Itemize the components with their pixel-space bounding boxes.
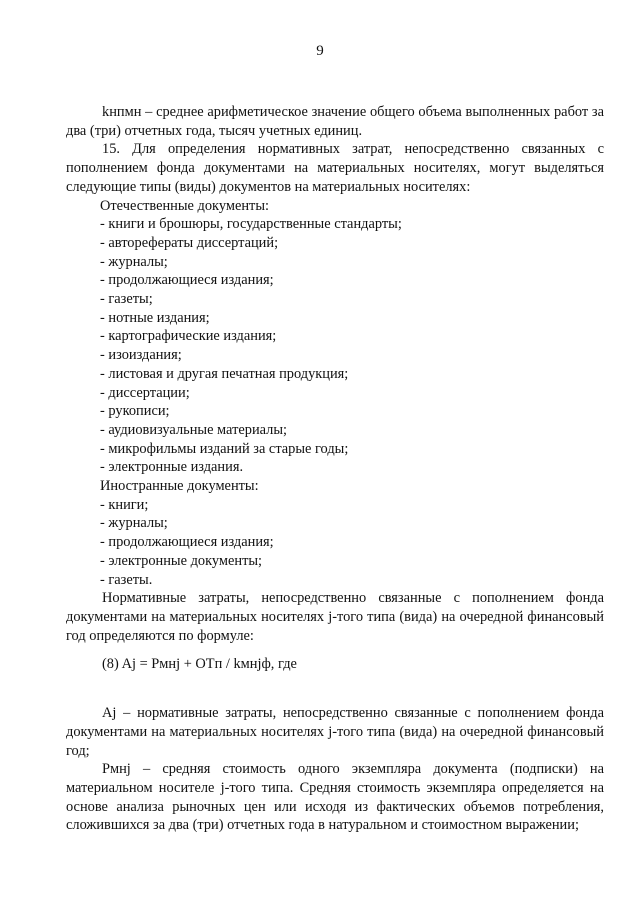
list-item: - электронные издания. [100, 459, 244, 476]
pmnj-definition: Pмнj – средняя стоимость одного экземпляра документа (подписки) на материальном носителе j-того типа. Средняя стоимость экземпляра определяется на основе анализа рыночных цен или исходя из фактических объемов потребления, сложившихся за два (три) отчетных года в натуральном и стоимостном выражении; [66, 761, 604, 834]
page-number: 9 [316, 43, 324, 59]
list-item: - книги; [100, 496, 149, 513]
aj-definition: Aj – нормативные затраты, непосредственно связанные с пополнением фонда документами на материальных носителях j-того типа (вида) на очередной финансовый год; [66, 705, 604, 759]
foreign-documents-heading: Иностранные документы: [100, 478, 259, 495]
list-item: - электронные документы; [100, 552, 263, 569]
list-item: - газеты; [100, 291, 153, 308]
list-item: - рукописи; [100, 403, 170, 420]
list-item: - аудиовизуальные материалы; [100, 421, 288, 438]
list-item: - газеты. [100, 571, 153, 588]
list-item: - листовая и другая печатная продукция; [100, 365, 349, 382]
paragraph-15: 15. Для определения нормативных затрат, непосредственно связанных с пополнением фонда документами на материальных носителях, могут выделяться следующие типы (виды) документов на материальных носителях: [66, 141, 604, 195]
domestic-documents-heading: Отечественные документы: [100, 197, 269, 214]
list-item: - журналы; [100, 515, 168, 532]
formula: (8) Aj = Pмнj + OTп / kмнjф, где [102, 656, 297, 673]
list-item: - изоиздания; [100, 347, 182, 364]
list-item: - нотные издания; [100, 309, 210, 326]
list-item: - микрофильмы изданий за старые годы; [100, 440, 349, 457]
list-item: - диссертации; [100, 384, 190, 401]
list-item: - журналы; [100, 253, 168, 270]
kpmn-definition: kнпмн – среднее арифметическое значение общего объема выполненных работ за два (три) отчетных года, тысяч учетных единиц. [66, 104, 604, 139]
document-body [66, 103, 604, 835]
list-item: - картографические издания; [100, 328, 277, 345]
formula-intro: Нормативные затраты, непосредственно связанные с пополнением фонда документами на материальных носителях j-того типа (вида) на очередной финансовый год определяются по формуле: [66, 590, 604, 644]
list-item: - продолжающиеся издания; [100, 534, 274, 551]
list-item: - продолжающиеся издания; [100, 272, 274, 289]
list-item: - авторефераты диссертаций; [100, 234, 279, 251]
list-item: - книги и брошюры, государственные стандарты; [100, 216, 402, 233]
